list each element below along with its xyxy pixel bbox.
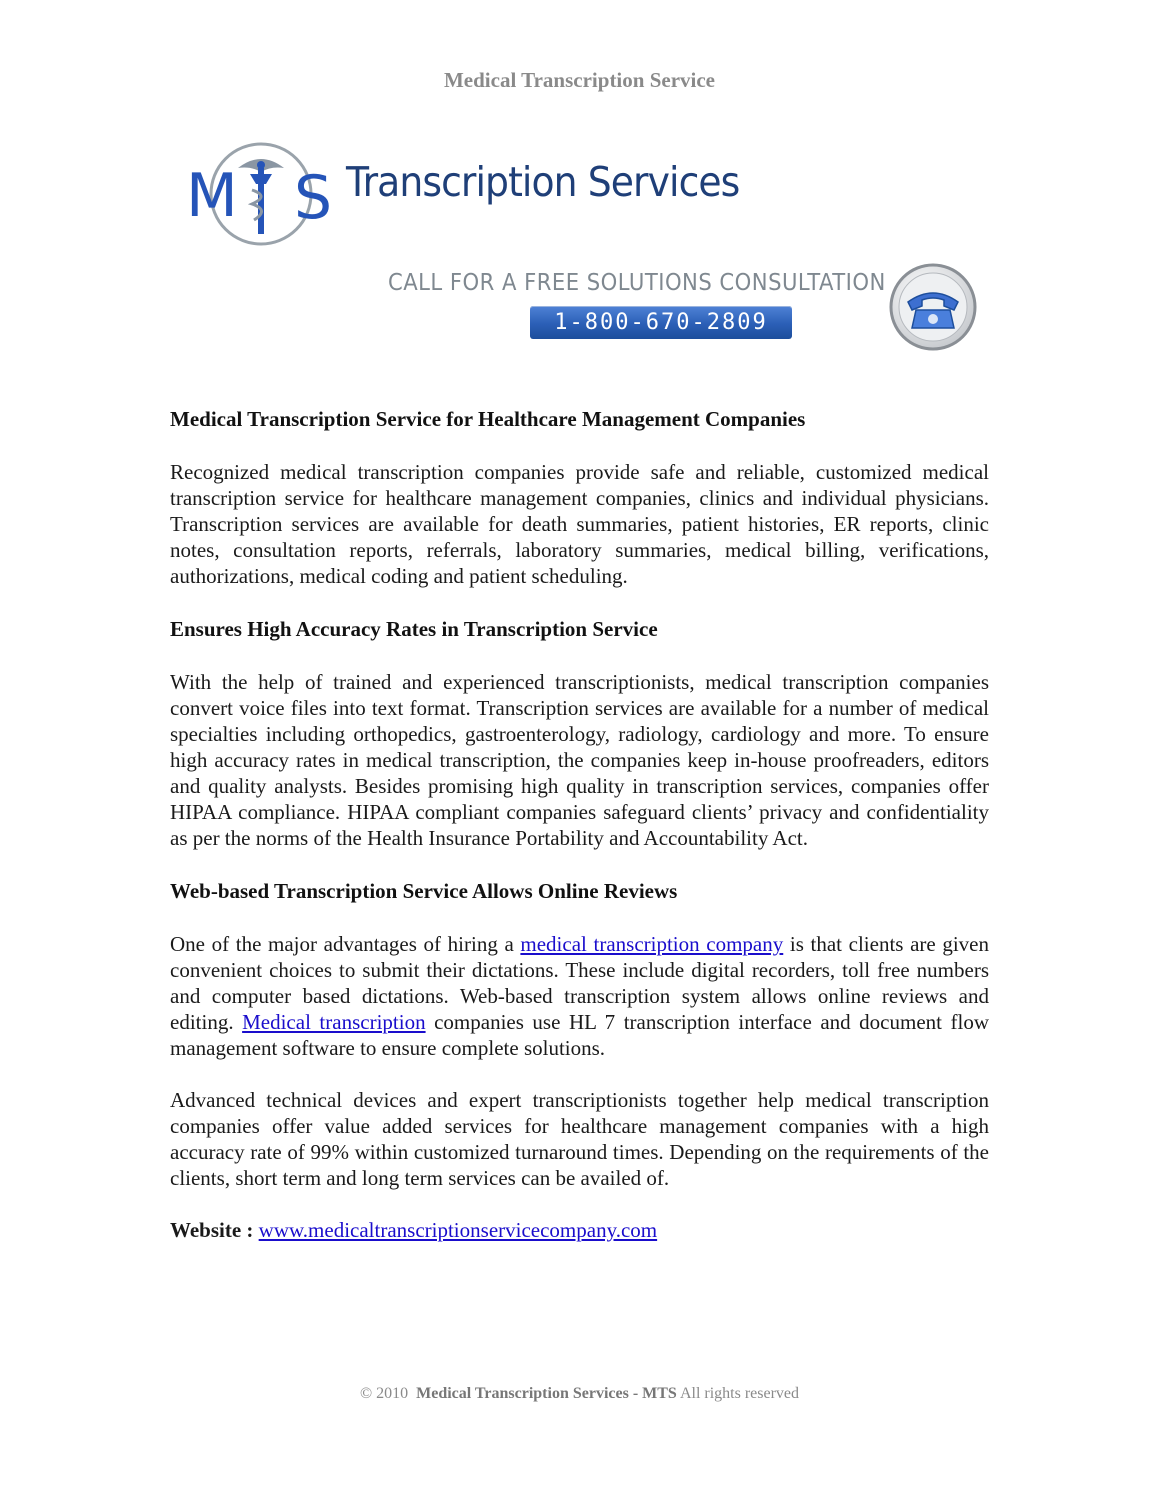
website-line (170, 1217, 989, 1243)
svg-text:M: M (186, 161, 238, 231)
section-heading: Ensures High Accuracy Rates in Transcription Service (170, 617, 658, 641)
call-banner-title: CALL FOR A FREE SOLUTIONS CONSULTATION (388, 270, 886, 296)
website-link[interactable]: www.medicaltranscriptionservicecompany.com (258, 1218, 658, 1242)
svg-text:S: S (294, 163, 333, 233)
text-span: is that clients are given convenient choices to submit their dictations. These include digital recorders, toll free numbers and computer based dictations. Web-based transcription system allows online reviews and editing. (170, 932, 989, 1034)
footer-rights: All rights reserved (679, 1385, 800, 1402)
website-label: Website : (170, 1218, 254, 1242)
section-paragraph: Advanced technical devices and expert transcriptionists together help medical transcription companies offer value added services for healthcare management companies with a high accuracy rate of 99% within customized turnaround times. Depending on the requirements of the clients, short term and long term services can be availed of. (170, 1088, 989, 1190)
section-paragraph: With the help of trained and experienced transcriptionists, medical transcription companies convert voice files into text format. Transcription services are available for a number of medical specialties including orthopedics, gastroenterology, radiology, cardiology and more. To ensure high accuracy rates in medical transcription, the companies keep in-house proofreaders, editors and quality analysts. Besides promising high quality in transcription services, companies offer HIPAA compliance. HIPAA compliant companies safeguard clients’ privacy and confidentiality as per the norms of the Health Insurance Portability and Accountability Act. (170, 670, 989, 850)
article-content (170, 405, 989, 1269)
section-heading: Web-based Transcription Service Allows Online Reviews (170, 879, 678, 903)
medical-transcription-link[interactable]: Medical transcription (242, 1010, 426, 1034)
page-header-title: Medical Transcription Service (443, 68, 715, 92)
logo-brand-text: Transcription Services (346, 158, 740, 206)
footer-company: Medical Transcription Services - MTS (416, 1385, 677, 1402)
page-footer (0, 1385, 1159, 1403)
section-paragraph: Recognized medical transcription companies provide safe and reliable, customized medical transcription service for healthcare management companies, clinics and individual physicians. Transcription services are available for death summaries, patient histories, ER reports, clinic notes, consultation reports, referrals, laboratory summaries, medical billing, verifications, authorizations, medical coding and patient scheduling. (170, 460, 989, 588)
section-paragraph (170, 931, 989, 1061)
call-phone-number[interactable]: 1-800-670-2809 (530, 306, 792, 339)
mts-logo (176, 138, 746, 253)
caduceus-logo-icon (176, 138, 346, 253)
section-heading: Medical Transcription Service for Healthcare Management Companies (170, 407, 806, 431)
text-span: One of the major advantages of hiring a (170, 932, 521, 956)
footer-copyright: © 2010 (359, 1385, 409, 1402)
telephone-icon (888, 262, 978, 352)
text-span: companies use HL 7 transcription interface and document flow management software to ensure complete solutions. (170, 1010, 989, 1060)
medical-transcription-company-link[interactable]: medical transcription company (520, 932, 784, 956)
